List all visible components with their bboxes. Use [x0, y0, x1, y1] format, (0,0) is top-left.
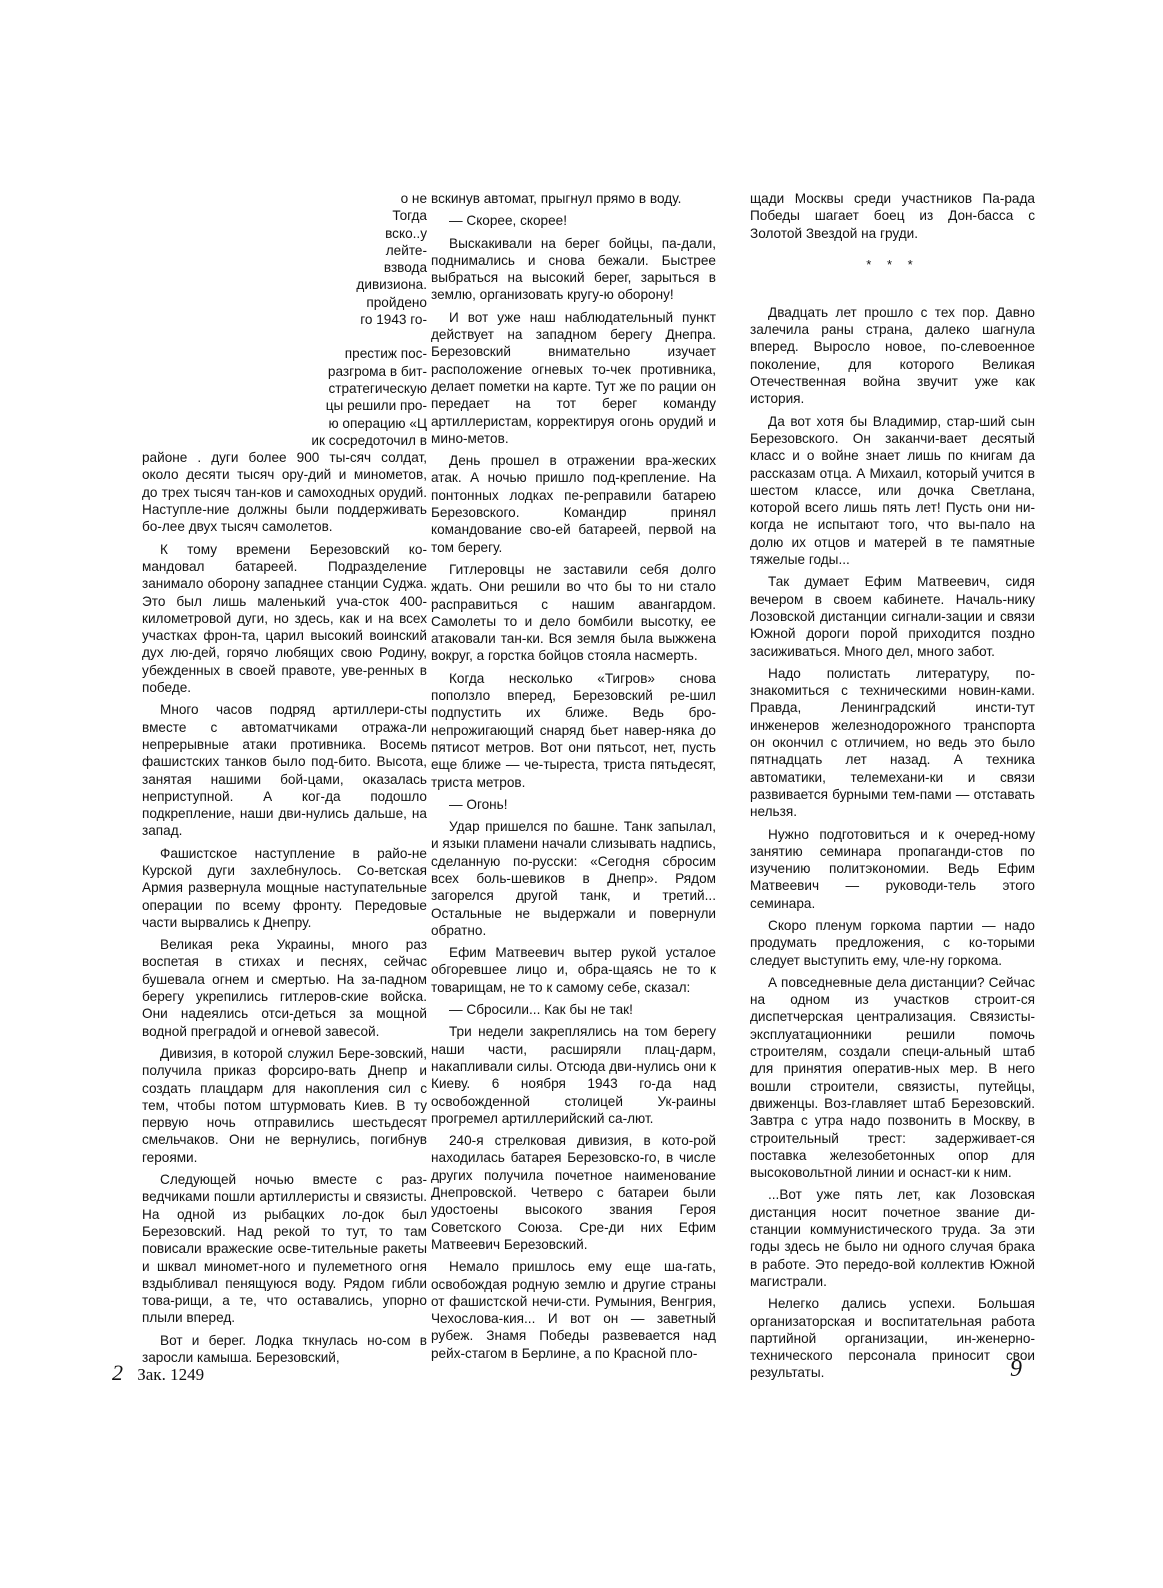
- paragraph: Три недели закреплялись на том берегу наши части, расширяли плац-дарм, накапливали силы. Отсюда дви-нулись они к Киеву. 6 ноября 1943 го-да над освобожденной столицей Ук-раины прогремел артиллерийский са-лют.: [431, 1024, 716, 1126]
- torn-line: взвода: [383, 260, 427, 276]
- paragraph: Нелегко дались успехи. Большая организаторская и воспитательная работа партийной организации, ин-женерно-технического персонала приносит свои результаты.: [750, 1296, 1035, 1381]
- paragraph: Следующей ночью вместе с раз-ведчиками пошли артиллеристы и связисты. На одной из рыбацких ло-док был Березовский. Над рекой то тут, то там повисали вражеские осве-тительные ракеты и шквал миномет-ного и пулеметного огня вздыбливал пенящуюся воду. Рядом гибли това-рищи, а те, что оставались, упорно плыли вперед.: [142, 1172, 427, 1326]
- signature-mark: 2: [112, 1360, 123, 1385]
- paragraph: Двадцать лет прошло с тех пор. Давно залечила раны страна, далеко шагнула вперед. Выросло новое, по-слевоенное поколение, для которого Великая Отечественная война звучит уже как история.: [750, 304, 1035, 407]
- text-column-3: [750, 190, 1035, 1387]
- text-column-1: [142, 190, 427, 1371]
- paragraph: Фашистское наступление в райо-не Курской дуги захлебнулось. Со-ветская Армия развернула мощные наступательные операции по всему фронту. Передовые части вырвались к Днепру.: [142, 845, 427, 930]
- paragraph: Выскакивали на берег бойцы, па-дали, поднимались и снова бежали. Быстрее выбраться на высокий берег, зарыться в землю, организовать кругу-ю оборону!: [431, 235, 716, 303]
- paragraph: Гитлеровцы не заставили себя долго ждать. Они решили во что бы то ни стало расправиться с нашим авангардом. Самолеты то и дело бомбили высотку, ее атаковали тан-ки. Вся земля была выжжена вокруг, а горстка бойцов стояла насмерть.: [431, 561, 716, 664]
- paragraph: Надо полистать литературу, по-знакомиться с техническими новин-ками. Правда, Ленинградский инсти-тут инженеров железнодорожного транспорта он окончил с отличием, но ведь это было пятнадцать лет назад. А техника автоматики, телемехани-ки и связи развивается бурными тем-пами — отставать нельзя.: [750, 665, 1035, 820]
- paragraph: Удар пришелся по башне. Танк запылал, и языки пламени начали слизывать надпись, сделанную по-русски: «Сегодня сбросим всех боль-шевиков в Днепр». Рядом загорелся другой танк, и третий... Остальные не выдержали и повернули обратно.: [431, 819, 716, 938]
- torn-line: го 1943 го-: [360, 312, 427, 328]
- paragraph: Так думает Ефим Матвеевич, сидя вечером в своем кабинете. Началь-нику Лозовской дистанции сигнали-зации и связи Южной дороги порой приходится поздно засиживаться. Много дел, много забот.: [750, 574, 1035, 659]
- torn-line: стратегическую: [328, 380, 427, 396]
- text-column-2: [431, 190, 716, 1367]
- torn-line: престиж пос-: [344, 346, 427, 362]
- paragraph: Много часов подряд артиллери-сты вместе с автоматчиками отража-ли непрерывные атаки противника. Восемь фашистских танков было под-бито. Высота, занятая нашими бой-цами, оказалась неприступной. А ког-да подошло подкрепление, наши дви-нулись дальше, на запад.: [142, 702, 427, 839]
- paragraph: Вот и берег. Лодка ткнулась но-сом в заросли камыша. Березовский,: [142, 1332, 427, 1365]
- paragraph: районе . дуги более 900 ты-сяч солдат, около десяти тысяч ору-дий и минометов, до трех тысяч тан-ков и самоходных орудий. Наступле-ние должны были поддерживать бо-лее двух тысяч самолетов.: [142, 450, 427, 535]
- torn-line: ю операцию «Ц: [328, 415, 427, 431]
- torn-line: разгрома в бит-: [327, 363, 427, 379]
- order-label: Зак. 1249: [137, 1365, 205, 1384]
- paragraph: И вот уже наш наблюдательный пункт действует на западном берегу Днепра. Березовский внимательно изучает расположение огневых то-чек противника, делает пометки на карте. Тут же по рации он передает на тот берег команду артиллеристам, корректируя огонь орудий и мино-метов.: [431, 309, 716, 446]
- paragraph: Немало пришлось ему еще ша-гать, освобождая родную землю и другие страны от фашистской нечи-сти. Румыния, Венгрия, Чехослова-кия... И вот он — заветный рубеж. Знамя Победы развевается над рейх-стагом в Берлине, а по Красной пло-: [431, 1259, 716, 1361]
- paragraph: ...Вот уже пять лет, как Лозовская дистанция носит почетное звание ди-станции коммунистического труда. За эти годы здесь не было ни одного случая брака в работе. Это передо-вой коллектив Южной магистрали.: [750, 1187, 1035, 1289]
- paragraph: Да вот хотя бы Владимир, стар-ший сын Березовского. Он заканчи-вает десятый класс и о войне знает лишь по книгам да рассказам отца. А Михаил, который учится в шестом классе, или дочка Светлана, которой всего лишь пять лет! Пусть они ни-когда не испытают того, что вы-пало на долю их отцов и матерей в те памятные тяжелые годы...: [750, 413, 1035, 568]
- paragraph: Нужно подготовиться и к очеред-ному занятию семинара пропаганди-стов по изучению политэкономии. Ведь Ефим Матвеевич — руководи-тель этого семинара.: [750, 826, 1035, 911]
- paragraph: Великая река Украины, много раз воспетая в стихах и песнях, сейчас бушевала огнем и смертью. На за-падном берегу укрепились гитлеров-ские войска. Они надеялись отси-деться за мощной водной преградой и огневой завесой.: [142, 937, 427, 1039]
- paragraph: 240-я стрелковая дивизия, в кото-рой находилась батарея Березовско-го, в числе других получила почетное наименование Днепровской. Четверо с батареи были удостоены высокого звания Героя Советского Союза. Сре-ди них Ефим Матвеевич Березовский.: [431, 1133, 716, 1252]
- page-number: 9: [1010, 1356, 1022, 1382]
- paragraph: Дивизия, в которой служил Бере-зовский, получила приказ форсиро-вать Днепр и создать плацдарм для накопления сил с тем, чтобы потом штурмовать Киев. В ту первую ночь отправились шестьдесят смельчаков. Они не вернулись, погибнув героями.: [142, 1045, 427, 1165]
- torn-line: о не: [400, 191, 427, 206]
- section-separator: * * *: [866, 256, 919, 272]
- torn-line: ик сосредоточил в: [311, 432, 427, 448]
- paragraph: Скоро пленум горкома партии — надо продумать предложения, с ко-торыми следует выступить ему, чле-ну горкома.: [750, 917, 1035, 968]
- torn-line: Тогда: [392, 208, 427, 224]
- paragraph: А повседневные дела дистанции? Сейчас на одном из участков строит-ся диспетчерская централизация. Связисты-эксплуатационники решили помочь строителям, создали специ-альный штаб для принятия оператив-ных мер. В него вошли строители, связисты, путейцы, движенцы. Воз-главляет штаб Березовский. Завтра с утра надо позвонить в Москву, в строительный трест: задерживает-ся поставка железобетонных опор для высоковольтной линии и оснаст-ки к ним.: [750, 974, 1035, 1181]
- paragraph: Ефим Матвеевич вытер рукой усталое обгоревшее лицо и, обра-щаясь не то к товарищам, не то к самому себе, сказал:: [431, 945, 716, 995]
- paragraph: вскинув автомат, прыгнул прямо в воду.: [431, 191, 682, 206]
- paragraph: — Огонь!: [449, 796, 508, 812]
- lead-paragraph: щади Москвы среди участников Па-рада Победы шагает боец из Дон-басса с Золотой Звездой на груди.: [750, 191, 1035, 241]
- paragraph: — Скорее, скорее!: [449, 213, 567, 229]
- torn-line: вско..у: [385, 225, 427, 241]
- paragraph: День прошел в отражении вра-жеских атак. А ночью пришло под-крепление. На понтонных лодках пе-реправили батарею Березовского. Командир принял командование сво-ей батареей, первой на том берегу.: [431, 453, 716, 555]
- torn-line: пройдено: [366, 294, 427, 310]
- torn-line: цы решили про-: [325, 398, 427, 414]
- paragraph: Когда несколько «Тигров» снова поползло вперед, Березовский ре-шил подпустить их ближе. Ведь бро-непрожигающий снаряд бьет навер-няка до пятисот метров. Вот они пятьсот, нет, пусть еще ближе — че-тыреста, триста пятьдесят, триста метров.: [431, 670, 716, 790]
- torn-line: лейте-: [385, 242, 427, 258]
- paragraph: К тому времени Березовский ко-мандовал батареей. Подразделение занимало оборону западнее станции Суджа. Это был лишь маленький уча-сток 400-километровой дуги, но здесь, как и на всех участках фрон-та, царил высокий воинский дух лю-дей, горячо любящих свою Родину, убежденных в своей правоте, уве-ренных в победе.: [142, 541, 427, 696]
- footer-print-mark: [112, 1360, 204, 1386]
- paragraph: — Сбросили... Как бы не так!: [449, 1002, 633, 1018]
- torn-corner-fragment: [142, 190, 427, 449]
- torn-line: дивизиона.: [356, 277, 427, 293]
